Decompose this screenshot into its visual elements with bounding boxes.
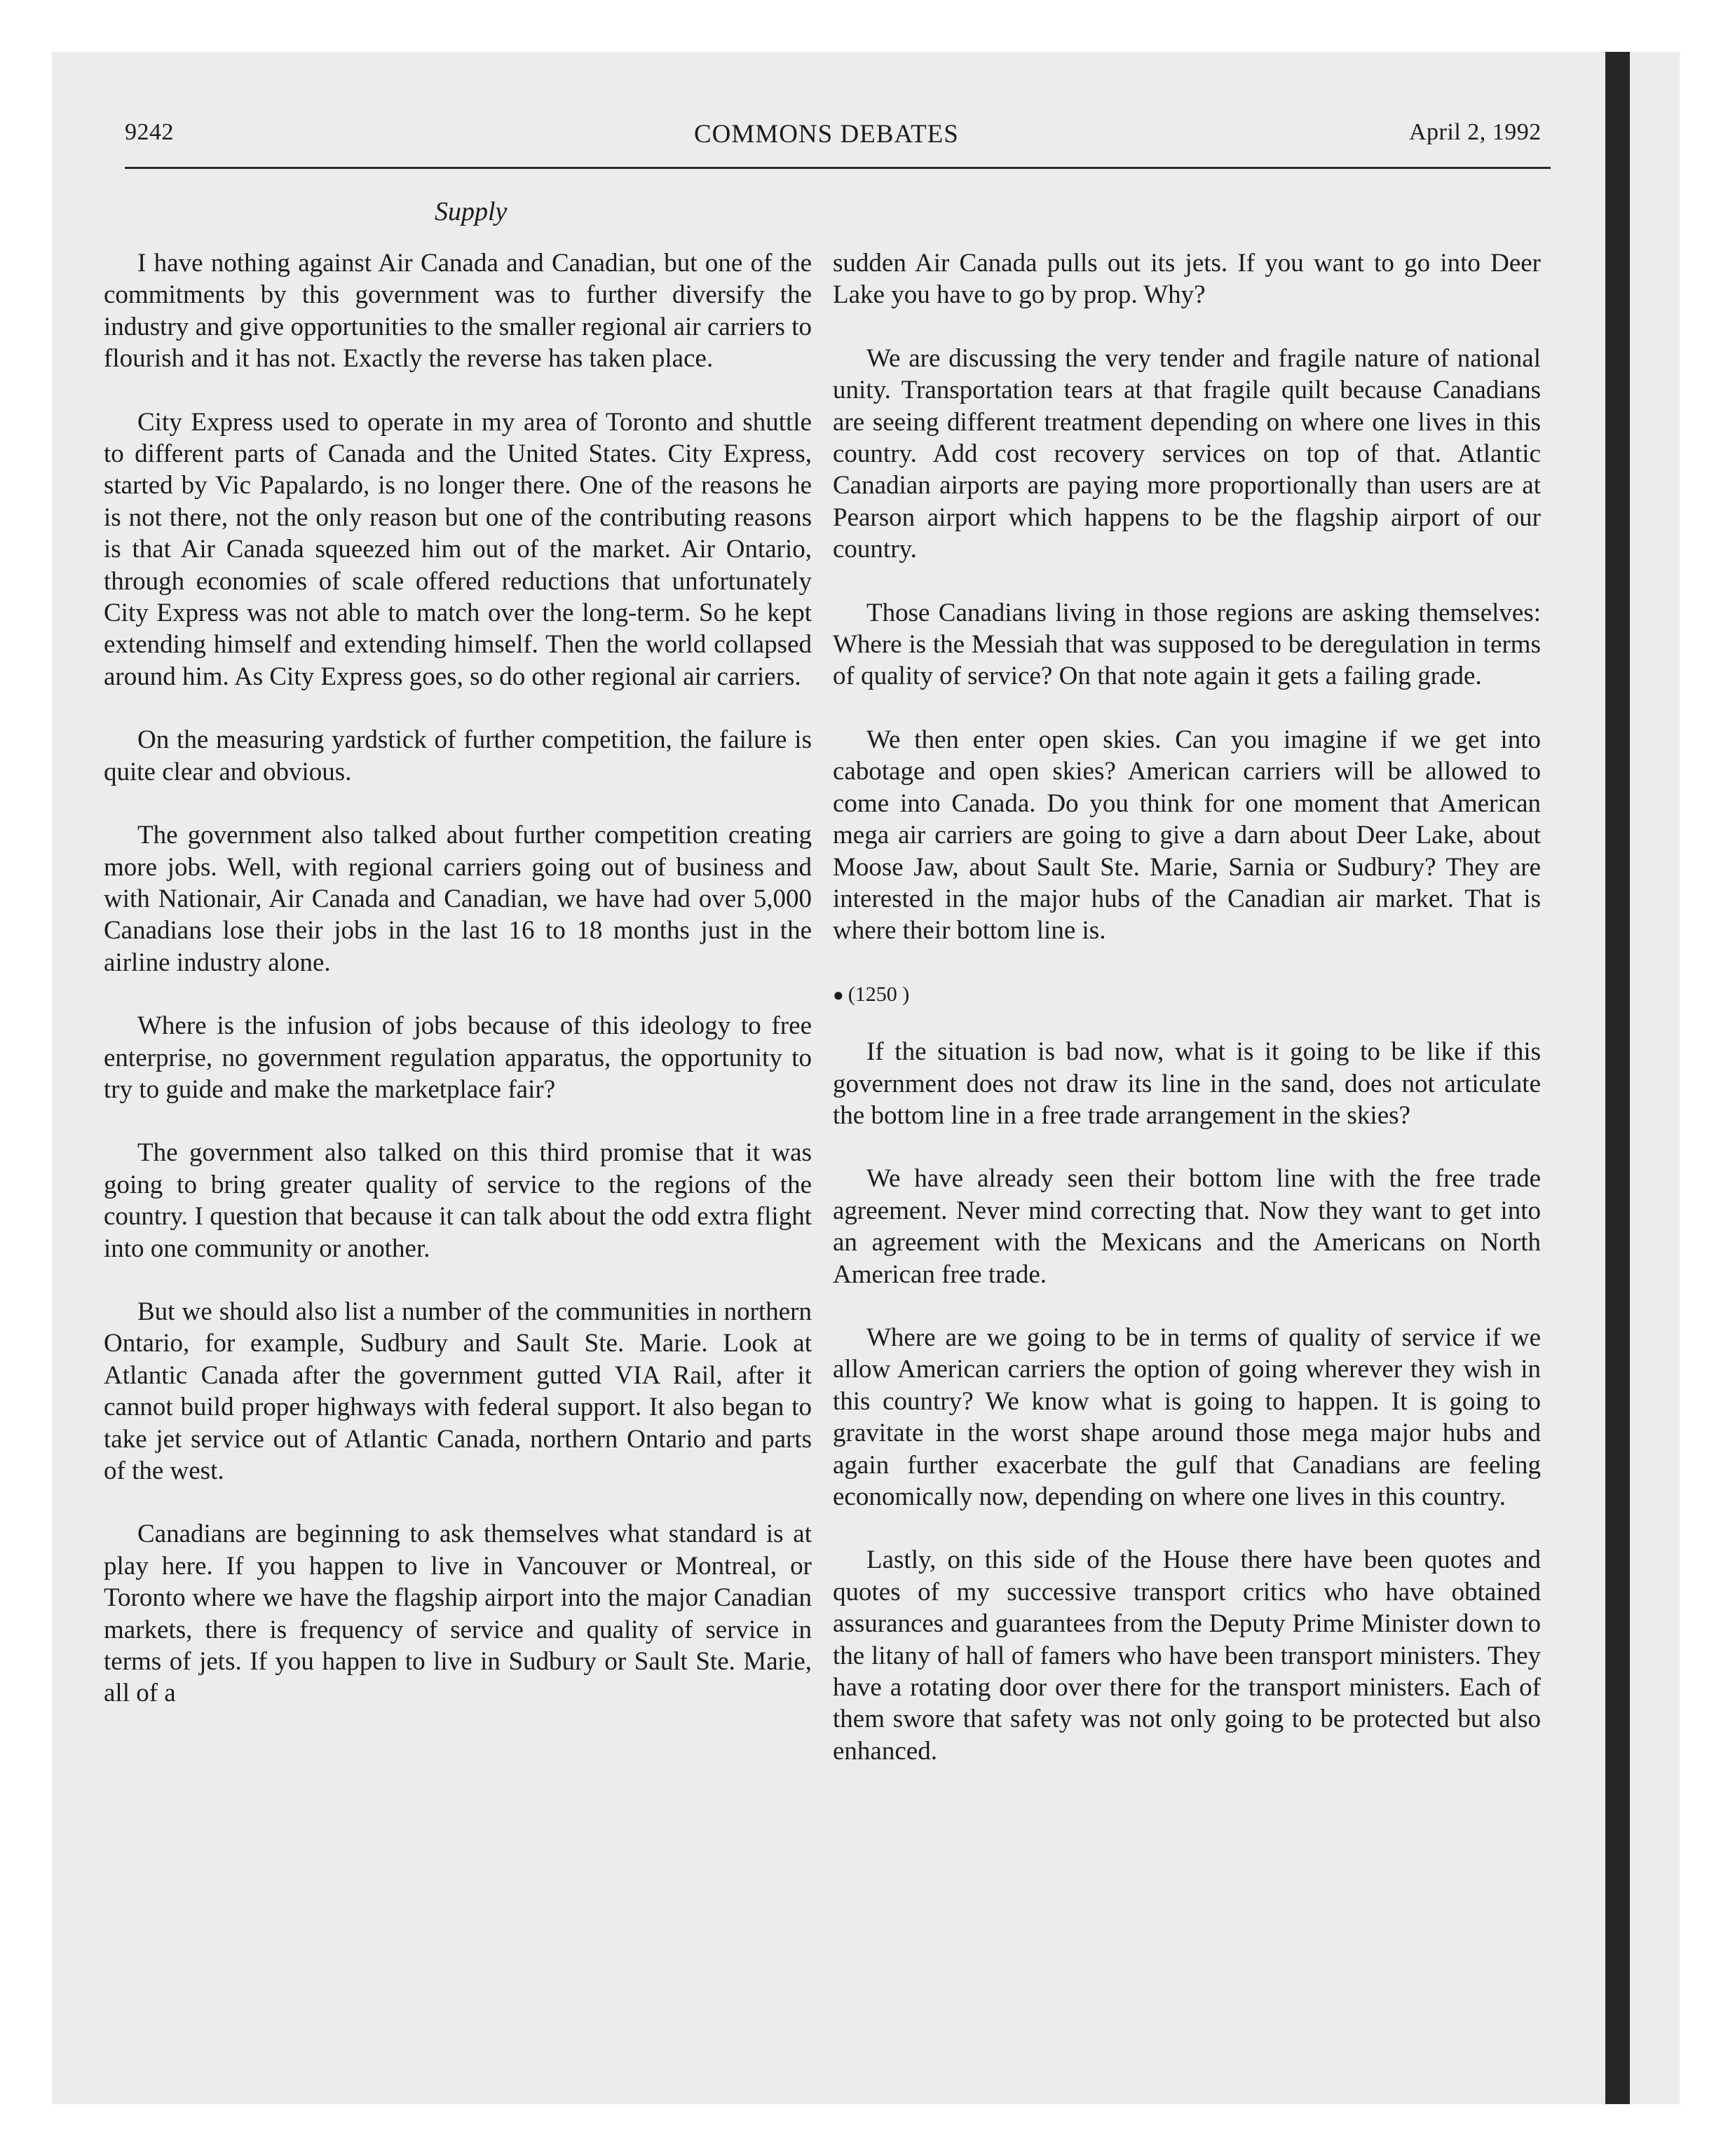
- paragraph: The government also talked about further competition creating more jobs. Well, with regional carriers going out of business and with Nationair, Air Canada and Canadian, we have had over 5,000 Canadians lose their jobs in the last 16 to 18 months just in the airline industry alone.: [104, 821, 812, 977]
- paragraph: We then enter open skies. Can you imagine if we get into cabotage and open skies? American carriers will be allowed to come into Canada. Do you think for one moment that American mega air carriers are going to give a darn about Deer Lake, about Moose Jaw, about Sault Ste. Marie, Sarnia or Sudbury? They are interested in the major hubs of the Canadian air market. That is where their bottom line is.: [833, 725, 1541, 946]
- right-column: [833, 247, 1541, 1799]
- time-marker: [833, 978, 1541, 1011]
- page-number: 9242: [125, 119, 174, 145]
- paragraph: But we should also list a number of the communities in northern Ontario, for example, Sudbury and Sault Ste. Marie. Look at Atlantic Canada after the government gutted VIA Rail, after it cannot build proper highways with federal support. It also began to take jet service out of Atlantic Canada, northern Ontario and parts of the west.: [104, 1297, 812, 1485]
- paragraph: Canadians are beginning to ask themselves what standard is at play here. If you happen to live in Vancouver or Montreal, or Toronto where we have the flagship airport into the major Canadian markets, there is frequency of service and quality of service in terms of jets. If you happen to live in Sudbury or Sault Ste. Marie, all of a: [104, 1520, 812, 1708]
- paragraph: We are discussing the very tender and fragile nature of national unity. Transportation tears at that fragile quilt because Canadians are seeing different treatment depending on where one lives in this country. Add cost recovery services on top of that. Atlantic Canadian airports are paying more proportionally than users are at Pearson airport which happens to be the flagship airport of our country.: [833, 343, 1541, 564]
- paragraph: City Express used to operate in my area of Toronto and shuttle to different parts of Canada and the United States. City Express, started by Vic Papalardo, is no longer there. One of the reasons he is not there, not the only reason but one of the contributing reasons is that Air Canada squeezed him out of the market. Air Ontario, through economies of scale offered reductions that unfortunately City Express was not able to match over the long-term. So he kept extending himself and extending himself. Then the world collapsed around him. As City Express goes, so do other regional air carriers.: [104, 407, 812, 691]
- paragraph-continuation: sudden Air Canada pulls out its jets. If you want to go into Deer Lake you have to go by prop. Why?: [833, 249, 1541, 310]
- header-rule: [125, 167, 1551, 169]
- paragraph: Lastly, on this side of the House there have been quotes and quotes of my successive transport critics who have obtained assurances and guarantees from the Deputy Prime Minister down to the litany of hall of famers who have been transport ministers. They have a rotating door over there for the transport ministers. Each of them swore that safety was not only going to be protected but also enhanced.: [833, 1546, 1541, 1766]
- left-column: [104, 247, 812, 1741]
- paragraph: Where is the infusion of jobs because of this ideology to free enterprise, no government regulation apparatus, the opportunity to try to guide and make the marketplace fair?: [104, 1011, 812, 1104]
- paragraph: On the measuring yardstick of further competition, the failure is quite clear and obvious.: [104, 725, 812, 786]
- bullet-icon: ●: [833, 984, 844, 1005]
- issue-date: April 2, 1992: [1409, 119, 1542, 145]
- paragraph: We have already seen their bottom line with the free trade agreement. Never mind correcting that. Now they want to get into an agreement with the Mexicans and the Americans on North American free trade.: [833, 1164, 1541, 1289]
- paragraph: If the situation is bad now, what is it going to be like if this government does not draw its line in the sand, does not articulate the bottom line in a free trade arrangement in the skies?: [833, 1037, 1541, 1130]
- paragraph: The government also talked on this third promise that it was going to bring greater quality of service to the regions of the country. I question that because it can talk about the odd extra flight into one community or another.: [104, 1138, 812, 1263]
- publication-title: COMMONS DEBATES: [694, 120, 959, 149]
- section-heading: Supply: [435, 197, 508, 226]
- paragraph: Those Canadians living in those regions are asking themselves: Where is the Messiah that was supposed to be deregulation in terms of quality of service? On that note again it gets a failing grade.: [833, 598, 1541, 691]
- time-marker-text: (1250 ): [848, 982, 910, 1006]
- paragraph: Where are we going to be in terms of quality of service if we allow American carriers the option of going wherever they wish in this country? We know what is going to happen. It is going to gravitate in the worst shape around those mega major hubs and again further exacerbate the gulf that Canadians are feeling economically now, depending on where one lives in this country.: [833, 1323, 1541, 1511]
- paragraph: I have nothing against Air Canada and Canadian, but one of the commitments by this government was to further diversify the industry and give opportunities to the smaller regional air carriers to flourish and it has not. Exactly the reverse has taken place.: [104, 249, 812, 374]
